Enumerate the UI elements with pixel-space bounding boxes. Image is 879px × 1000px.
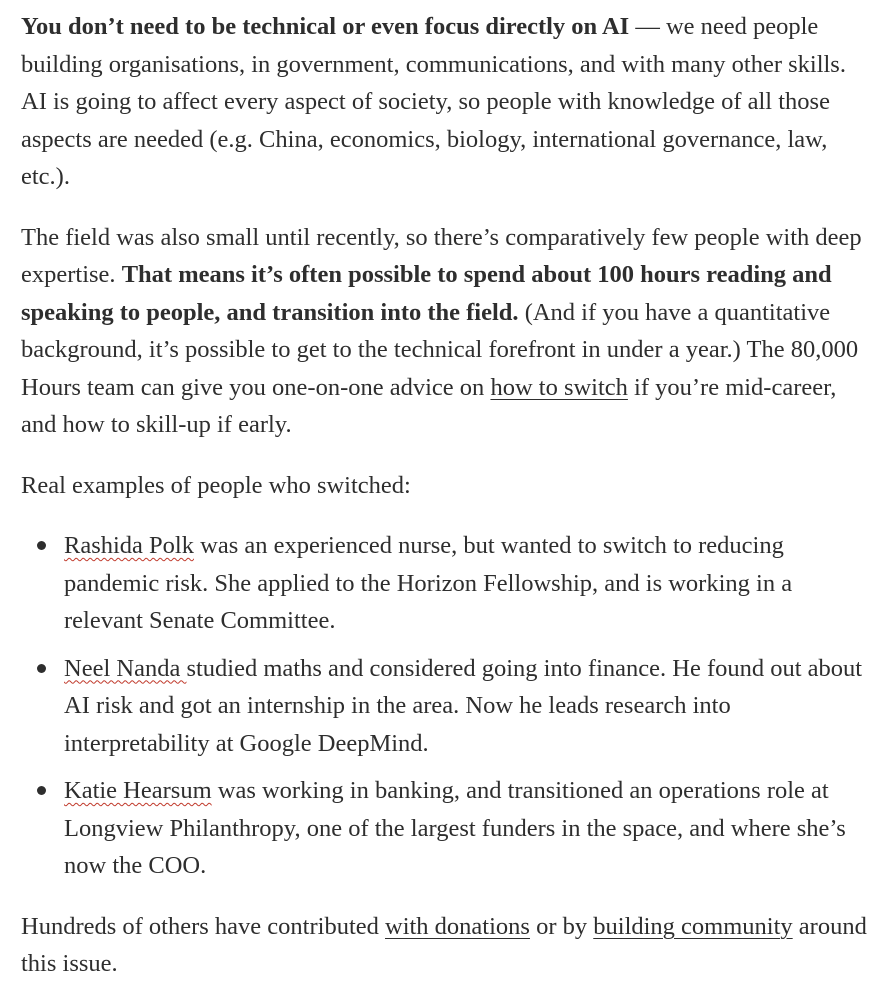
field-paragraph	[21, 219, 869, 444]
intro-bold-lead: You don’t need to be technical or even focus directly on AI	[21, 13, 630, 40]
field-bold: That means it’s often possible to spend about 100 hours reading and speaking to people, and transition into the field.	[21, 261, 832, 326]
neel-nanda-link[interactable]: Neel Nanda	[64, 654, 187, 682]
list-item-text: studied maths and considered going into finance. He found out about AI risk and got an internship in the area. Now he leads research into interpretability at Google DeepMind.	[64, 654, 863, 757]
field-text-2: (And if you have a quantitative background, it’s possible to get to the technical forefront in under a year.) The 80,000 Hours team can give you one-on-one advice on	[21, 298, 859, 401]
closing-text-2: or by	[529, 912, 594, 940]
intro-text: — we need people building organisations, in government, communications, and with many other skills. AI is going to affect every aspect of society, so people with knowledge of all those aspects are needed (e.g. China, economics, biology, international governance, law, etc.).	[21, 13, 846, 190]
list-item	[64, 650, 869, 763]
examples-heading: Real examples of people who switched:	[21, 471, 411, 499]
with-donations-link[interactable]: with donations	[385, 912, 530, 940]
examples-list	[21, 527, 869, 885]
katie-hearsum-link[interactable]: Katie Hearsum	[64, 777, 212, 804]
closing-text-3: around this issue.	[21, 912, 867, 977]
closing-text-1: Hundreds of others have contributed	[21, 912, 385, 940]
list-item-text: was working in banking, and transitioned an operations role at Longview Philanthropy, one of the largest funders in the space, and where she’s now the COO.	[64, 777, 846, 879]
field-text-3: if you’re mid-career, and how to skill-up if early.	[21, 373, 837, 438]
list-item	[64, 527, 869, 640]
closing-paragraph	[21, 908, 869, 983]
list-item-text: was an experienced nurse, but wanted to switch to reducing pandemic risk. She applied to the Horizon Fellowship, and is working in a relevant Senate Committee.	[64, 532, 793, 634]
field-text-1: The field was also small until recently, so there’s comparatively few people with deep expertise.	[21, 223, 862, 288]
building-community-link[interactable]: building community	[593, 912, 793, 940]
how-to-switch-link[interactable]: how to switch	[490, 373, 628, 401]
intro-paragraph	[21, 8, 869, 196]
list-item	[64, 772, 869, 885]
rashida-polk-link[interactable]: Rashida Polk	[64, 532, 194, 559]
